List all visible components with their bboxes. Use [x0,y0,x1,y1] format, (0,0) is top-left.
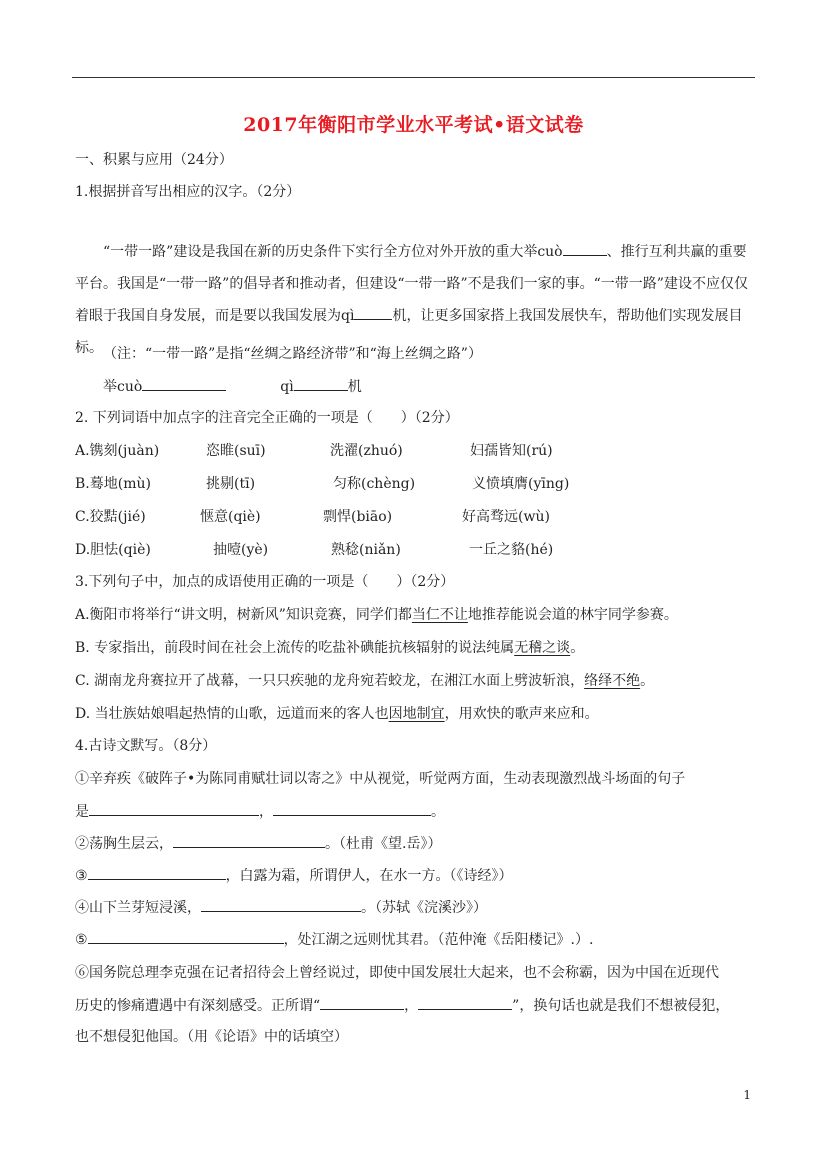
item-3-suffix: ，白露为霜，所谓伊人，在水一方。（《诗经》） [225,868,513,884]
answer-field-2[interactable] [294,376,348,391]
item-5 [75,929,755,950]
option-c-1[interactable]: C.狡黠(jié) [75,509,146,525]
option-d-tail: ，用欢快的歌声来应和。 [444,706,599,722]
option-c-tail: 。 [640,673,655,689]
option-c[interactable] [75,671,755,691]
question-4-stem: 4.古诗文默写。（8分） [75,738,217,754]
item-2-suffix: 。（杜甫《望.岳》） [325,836,442,852]
answer-field-1[interactable] [142,376,226,391]
item-6-comma: ， [404,998,419,1014]
option-d-2: 抽噎(yè) [213,542,269,558]
question-3-stem: 3.下列句子中，加点的成语使用正确的一项是（ ）（2分） [75,574,455,590]
answer-label-2: qì [280,379,294,395]
item-2-prefix: ②荡胸生层云， [75,836,173,852]
option-c-3: 剽悍(biāo) [323,509,393,525]
option-d-3: 熟稔(niǎn) [331,542,401,558]
section-heading: 一、积累与应用（24分） [75,152,233,168]
option-a-text: A.衡阳市将举行“讲文明，树新风”知识竞赛，同学们都 [75,607,412,623]
item-1-comma: ， [259,804,273,820]
passage-part-c: 机，让更多国家搭上我国发展快车，帮助他们实现发展目标。 [75,308,743,356]
item-1-line-1: ①辛弃疾《破阵子•为陈同甫赋壮词以寄之》中从视觉，听觉两方面，生动表现激烈战斗场面的句子 [75,771,686,787]
answer-label-1: 举cuò [103,379,143,395]
passage-part-b: 、推行互利共赢的重要平台。我国是“一带一路”的倡导者和推动者，但建设“一带一路”不是我们一家的事。“一带一路”建设不应仅仅着眼于我国自身发展，而是要以我国发展为qì [75,244,748,324]
page-number: 1 [743,1088,751,1102]
option-c-4: 好高骛远(wù) [462,509,550,525]
item-2 [75,833,755,854]
poem-blank-field[interactable] [201,897,361,912]
item-6-prefix: 历史的惨痛遭遇中有深刻感受。正所谓“ [75,998,321,1014]
option-b-3: 匀称(chèng) [333,476,416,492]
item-1-line-2 [75,801,755,822]
option-a-4: 妇孺皆知(rú) [470,443,553,459]
option-d-idiom: 因地制宜 [388,706,445,722]
item-1-end: 。 [431,804,445,820]
option-b[interactable] [75,638,755,658]
poem-blank-field[interactable] [89,801,259,816]
question-1-stem: 1.根据拼音写出相应的汉字。（2分） [75,184,301,200]
page-title: 2017年衡阳市学业水平考试•语文试卷 [243,114,584,136]
option-d[interactable] [75,704,755,724]
item-4-suffix: 。（苏轼《浣溪沙》） [361,900,487,916]
question-1-note: （注：“一带一路”是指“丝绸之路经济带”和“海上丝绸之路”） [103,346,482,362]
option-b-idiom: 无稽之谈 [514,640,571,656]
option-a[interactable] [75,605,755,625]
option-b-2: 挑剔(tī) [206,476,256,492]
poem-blank-field[interactable] [273,801,431,816]
question-1-answers [103,376,755,397]
poem-blank-field[interactable] [88,929,284,944]
item-6-line-2 [75,995,755,1016]
option-d-1[interactable]: D.胆怯(qiè) [75,542,151,558]
option-d-4: 一丘之貉(hé) [469,542,554,558]
option-b-tail: 。 [570,640,585,656]
item-6-line-1: ⑥国务院总理李克强在记者招待会上曾经说过，即使中国发展壮大起来，也不会称霸，因为中国在近现代 [75,965,719,981]
poem-blank-field[interactable] [320,995,404,1010]
option-a-2: 恣睢(suī) [206,443,266,459]
item-5-prefix: ⑤ [75,932,88,948]
item-5-suffix: ，处江湖之远则忧其君。（范仲淹《岳阳楼记》.）. [283,932,594,948]
answer-tail: 机 [347,379,362,395]
option-b-1[interactable]: B.蓦地(mù) [75,476,151,492]
option-d-text: D. 当壮族姑娘唱起热情的山歌，远道而来的客人也 [75,706,389,722]
passage-part-a: “一带一路”建设是我国在新的历史条件下实行全方位对外开放的重大举cuò [103,244,563,260]
item-3 [75,865,755,886]
question-2-stem: 2. 下列词语中加点字的注音完全正确的一项是（ ）（2分） [75,410,459,426]
item-6-line-3: 也不想侵犯他国。（用《论语》中的话填空） [75,1029,348,1045]
option-c-2: 惬意(qiè) [200,509,261,525]
option-a-idiom: 当仁不让 [411,607,468,623]
option-a-tail: 地推荐能说会道的林宇同学参赛。 [467,607,678,623]
poem-blank-field[interactable] [88,865,226,880]
item-6-suffix: ”，换句话也就是我们不想被侵犯， [512,998,730,1014]
item-1-prefix: 是 [75,804,89,820]
item-4-prefix: ④山下兰芽短浸溪， [75,900,201,916]
poem-blank-field[interactable] [173,833,325,848]
blank-field[interactable] [563,241,607,256]
option-a-3: 洗濯(zhuó) [330,443,403,459]
item-3-prefix: ③ [75,868,88,884]
blank-field[interactable] [354,305,392,320]
option-c-text: C. 湖南龙舟赛拉开了战幕，一只只疾驰的龙舟宛若蛟龙，在湘江水面上劈波斩浪， [75,673,585,689]
option-b-text: B. 专家指出，前段时间在社会上流传的吃盐补碘能抗核辐射的说法纯属 [75,640,515,656]
option-c-idiom: 络绎不绝 [584,673,641,689]
option-a-1[interactable]: A.镌刻(juàn) [75,443,160,459]
option-b-4: 义愤填膺(yīng) [472,476,570,492]
poem-blank-field[interactable] [418,995,512,1010]
header-rule [72,77,755,78]
item-4 [75,897,755,918]
